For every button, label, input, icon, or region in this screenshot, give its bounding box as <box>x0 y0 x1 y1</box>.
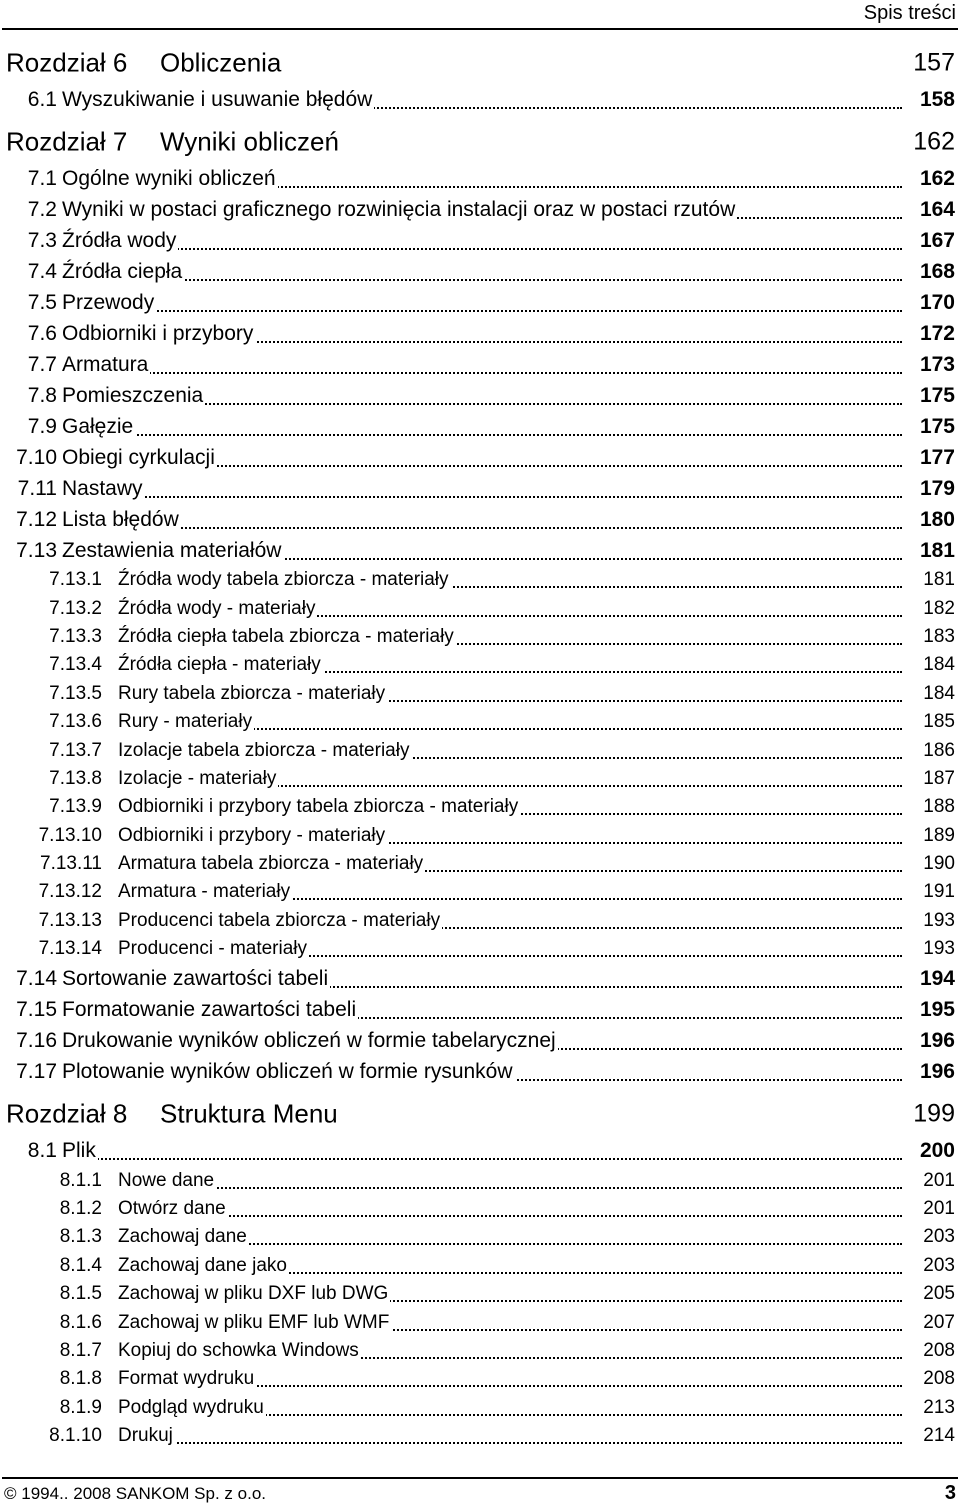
toc-entry[interactable] <box>0 736 960 764</box>
toc-entry[interactable] <box>0 1252 960 1280</box>
toc-entry[interactable] <box>0 380 960 411</box>
dot-leader <box>62 496 902 498</box>
toc-entry[interactable] <box>0 473 960 504</box>
toc-entry-number: 8.1.6 <box>59 1311 102 1333</box>
dot-leader <box>62 372 902 374</box>
toc-entry-title: Zestawienia materiałów <box>62 538 282 562</box>
toc-entry[interactable] <box>0 594 960 622</box>
toc-entry-number: 7.1 <box>27 166 57 190</box>
toc-entry-title: Drukuj <box>118 1425 173 1447</box>
toc-entry-page: 196 <box>919 1028 955 1052</box>
toc-entry[interactable] <box>0 935 960 963</box>
toc-entry-number: 7.9 <box>27 414 57 438</box>
toc-entry-title: Izolacje - materiały <box>118 767 277 789</box>
toc-entry[interactable] <box>0 504 960 535</box>
toc-entry-title: Zachowaj dane jako <box>118 1254 287 1276</box>
toc-entry[interactable] <box>0 287 960 318</box>
toc-entry[interactable] <box>0 765 960 793</box>
toc-entry-number: 8.1.5 <box>59 1283 102 1305</box>
toc-entry-number: 7.8 <box>27 383 57 407</box>
toc-entry-page: 203 <box>923 1254 955 1276</box>
toc-entry[interactable] <box>0 680 960 708</box>
toc-entry-title: Zachowaj w pliku EMF lub WMF <box>118 1311 390 1333</box>
footer-page-number: 3 <box>944 1482 956 1504</box>
toc-entry-page: 172 <box>919 321 955 345</box>
toc-entry-title: Nastawy <box>62 476 143 500</box>
toc-entry-number: 7.13.7 <box>49 739 102 761</box>
toc-entry[interactable] <box>0 163 960 194</box>
toc-entry[interactable] <box>0 850 960 878</box>
toc-entry[interactable] <box>0 1166 960 1194</box>
toc-chapter-entry[interactable] <box>0 42 960 84</box>
toc-entry-title: Wyniki w postaci graficznego rozwinięcia instalacji oraz w postaci rzutów <box>62 197 736 221</box>
dot-leader <box>118 1187 902 1189</box>
toc-entry-page: 162 <box>919 166 955 190</box>
toc-entry-page: 208 <box>923 1368 955 1390</box>
toc-entry-page: 179 <box>919 476 955 500</box>
toc-entry-number: 7.11 <box>17 476 57 500</box>
toc-entry-title: Odbiorniki i przybory - materiały <box>118 824 386 846</box>
toc-entry-page: 184 <box>923 654 955 676</box>
header-title: Spis treści <box>863 2 956 24</box>
toc-entry-number: 8.1.9 <box>59 1396 102 1418</box>
toc-entry-number: 7.16 <box>16 1028 57 1052</box>
toc-entry-title: Izolacje tabela zbiorcza - materiały <box>118 739 410 761</box>
toc-entry-number: 8.1.7 <box>59 1340 102 1361</box>
toc-entry-number: 8.1.3 <box>59 1226 102 1248</box>
toc-entry-title: Wyszukiwanie i usuwanie błędów <box>62 87 373 111</box>
toc-entry-page: 158 <box>919 87 955 111</box>
toc-entry-number: 7.13.11 <box>40 853 102 875</box>
toc-entry-number: 7.10 <box>16 445 57 469</box>
toc-entry-title: Producenci tabela zbiorcza - materiały <box>118 909 441 931</box>
toc-entry-number: 8.1.4 <box>59 1254 102 1276</box>
toc-entry-page: 213 <box>923 1396 955 1418</box>
toc-entry-title: Obliczenia <box>160 47 282 78</box>
toc-entry-page: 167 <box>919 228 955 252</box>
toc-entry-page: 201 <box>923 1169 955 1191</box>
toc-entry[interactable] <box>0 1308 960 1336</box>
toc-entry-page: 214 <box>923 1425 955 1447</box>
toc-entry[interactable] <box>0 1337 960 1365</box>
toc-entry-number: 7.14 <box>16 966 57 990</box>
toc-entry-number: 7.13.3 <box>49 625 102 647</box>
toc-entry-page: 185 <box>923 711 955 733</box>
toc-entry-number: 7.13.12 <box>38 881 102 903</box>
toc-entry-number: 8.1 <box>27 1138 57 1162</box>
toc-entry-page: 173 <box>919 352 955 376</box>
toc-entry-number: 7.13.10 <box>38 824 102 846</box>
toc-entry[interactable] <box>0 225 960 256</box>
toc-entry-page: 196 <box>919 1059 955 1083</box>
toc-entry[interactable] <box>0 793 960 821</box>
toc-entry-number: 7.13.1 <box>49 569 102 591</box>
toc-entry[interactable] <box>0 194 960 225</box>
toc-entry[interactable] <box>0 963 960 994</box>
toc-entry-page: 187 <box>923 767 955 789</box>
toc-entry-page: 201 <box>923 1198 955 1220</box>
dot-leader <box>118 1215 902 1217</box>
toc-entry[interactable] <box>0 318 960 349</box>
toc-entry-page: 194 <box>919 966 955 990</box>
toc-entry-number: 7.6 <box>27 321 57 345</box>
toc-entry[interactable] <box>0 878 960 906</box>
toc-entry-title: Pomieszczenia <box>62 383 204 407</box>
toc-chapter-entry[interactable] <box>0 1093 960 1135</box>
header-divider <box>2 28 958 30</box>
toc-entry-title: Odbiorniki i przybory <box>62 321 254 345</box>
toc-entry[interactable] <box>0 651 960 679</box>
toc-entry-title: Źródła ciepła tabela zbiorcza - materiały <box>118 625 454 647</box>
toc-entry-page: 170 <box>919 290 955 314</box>
toc-entry-number: 7.13.5 <box>49 682 102 704</box>
toc-entry-number: Rozdział 7 <box>6 126 128 157</box>
toc-entry-title: Plik <box>62 1138 96 1162</box>
toc-entry-page: 186 <box>923 739 955 761</box>
toc-entry-number: 7.13.6 <box>49 711 102 733</box>
toc-entry-title: Armatura <box>62 352 149 376</box>
toc-entry-number: 7.15 <box>16 997 57 1021</box>
toc-entry[interactable] <box>0 822 960 850</box>
toc-entry-title: Struktura Menu <box>160 1098 338 1129</box>
toc-entry-title: Rury - materiały <box>118 711 253 733</box>
toc-entry-title: Format wydruku <box>118 1368 255 1390</box>
toc-entry-number: 7.2 <box>27 197 57 221</box>
toc-entry-page: 190 <box>923 853 955 875</box>
table-of-contents <box>0 42 960 1450</box>
toc-entry-title: Odbiorniki i przybory tabela zbiorcza - materiały <box>118 796 519 818</box>
toc-entry[interactable] <box>0 535 960 566</box>
toc-entry-title: Gałęzie <box>62 414 134 438</box>
toc-entry-title: Podgląd wydruku <box>118 1396 264 1418</box>
toc-entry-page: 157 <box>913 48 955 77</box>
toc-entry-title: Otwórz dane <box>118 1198 226 1220</box>
dot-leader <box>62 527 902 529</box>
toc-entry-title: Przewody <box>62 290 155 314</box>
toc-entry-number: 7.5 <box>27 290 57 314</box>
dot-leader <box>62 1158 902 1160</box>
toc-entry[interactable] <box>0 1422 960 1450</box>
toc-entry-title: Rury tabela zbiorcza - materiały <box>118 682 386 704</box>
toc-entry[interactable] <box>0 566 960 594</box>
toc-entry-title: Formatowanie zawartości tabeli <box>62 997 357 1021</box>
toc-entry-page: 175 <box>919 414 955 438</box>
toc-entry-page: 181 <box>923 569 955 591</box>
toc-entry-number: 7.4 <box>27 259 57 283</box>
toc-entry-title: Źródła wody <box>62 228 177 252</box>
toc-entry-page: 162 <box>913 127 955 156</box>
toc-entry-number: 8.1.2 <box>59 1198 102 1220</box>
toc-entry[interactable] <box>0 1056 960 1087</box>
toc-entry-page: 168 <box>919 259 955 283</box>
toc-entry-title: Wyniki obliczeń <box>160 126 339 157</box>
toc-entry-page: 189 <box>923 824 955 846</box>
toc-entry-number: 7.12 <box>16 507 57 531</box>
toc-entry-number: 7.13.2 <box>49 597 102 619</box>
toc-entry-page: 193 <box>923 938 955 960</box>
toc-entry-page: 175 <box>919 383 955 407</box>
toc-entry-number: 7.7 <box>27 352 57 376</box>
toc-entry[interactable] <box>0 1365 960 1393</box>
toc-entry-title: Zachowaj dane <box>118 1226 247 1248</box>
toc-entry-number: 8.1.8 <box>59 1368 102 1390</box>
toc-entry-number: 7.13 <box>16 538 57 562</box>
footer-divider <box>2 1477 958 1479</box>
toc-entry-title: Lista błędów <box>62 507 179 531</box>
dot-leader <box>62 310 902 312</box>
toc-entry[interactable] <box>0 84 960 115</box>
toc-entry-title: Obiegi cyrkulacji <box>62 445 215 469</box>
toc-entry[interactable] <box>0 442 960 473</box>
toc-entry-page: 205 <box>923 1283 955 1305</box>
toc-entry-number: Rozdział 6 <box>6 47 128 78</box>
toc-entry-number: 7.13.9 <box>49 796 102 818</box>
toc-entry-page: 184 <box>923 682 955 704</box>
toc-entry-page: 203 <box>923 1226 955 1248</box>
dot-leader <box>62 279 902 281</box>
toc-entry-number: 7.17 <box>16 1059 57 1083</box>
toc-entry-title: Źródła wody - materiały <box>118 597 316 619</box>
toc-entry[interactable] <box>0 1223 960 1251</box>
toc-entry-title: Sortowanie zawartości tabeli <box>62 966 329 990</box>
toc-entry[interactable] <box>0 349 960 380</box>
toc-entry-title: Producenci - materiały <box>118 938 308 960</box>
toc-entry-number: 7.3 <box>27 228 57 252</box>
toc-entry[interactable] <box>0 1394 960 1422</box>
toc-entry-number: 7.13.8 <box>49 767 102 789</box>
toc-entry-title: Źródła ciepła - materiały <box>118 654 321 676</box>
toc-entry-page: 200 <box>919 1138 955 1162</box>
footer-copyright: © 1994.. 2008 SANKOM Sp. z o.o. <box>4 1484 266 1503</box>
dot-leader <box>62 248 902 250</box>
toc-entry-page: 164 <box>919 197 955 221</box>
toc-entry-number: 7.13.14 <box>38 938 102 960</box>
toc-entry[interactable] <box>0 1195 960 1223</box>
toc-entry-page: 180 <box>919 507 955 531</box>
toc-entry-page: 193 <box>923 909 955 931</box>
toc-entry-title: Zachowaj w pliku DXF lub DWG <box>118 1283 389 1305</box>
toc-entry[interactable] <box>0 1135 960 1166</box>
toc-entry-page: 208 <box>923 1340 955 1361</box>
toc-entry[interactable] <box>0 907 960 935</box>
toc-entry[interactable] <box>0 623 960 651</box>
toc-entry-page: 207 <box>923 1311 955 1333</box>
toc-entry-title: Kopiuj do schowka Windows <box>118 1340 359 1361</box>
toc-entry-number: 8.1.10 <box>49 1425 102 1447</box>
toc-entry-page: 188 <box>923 796 955 818</box>
toc-entry-number: 7.13.13 <box>38 909 102 931</box>
toc-entry-title: Plotowanie wyników obliczeń w formie rysunków <box>62 1059 513 1083</box>
toc-chapter-entry[interactable] <box>0 121 960 163</box>
toc-entry-number: Rozdział 8 <box>6 1098 128 1129</box>
toc-entry[interactable] <box>0 708 960 736</box>
toc-entry-title: Armatura - materiały <box>118 881 291 903</box>
toc-entry[interactable] <box>0 411 960 442</box>
toc-entry-title: Armatura tabela zbiorcza - materiały <box>118 853 424 875</box>
toc-entry-page: 199 <box>913 1099 955 1128</box>
toc-entry-title: Źródła wody tabela zbiorcza - materiały <box>118 569 449 591</box>
toc-entry[interactable] <box>0 1025 960 1056</box>
toc-entry-title: Ogólne wyniki obliczeń <box>62 166 276 190</box>
toc-entry[interactable] <box>0 1280 960 1308</box>
toc-entry-page: 177 <box>919 445 955 469</box>
toc-entry-page: 183 <box>923 625 955 647</box>
toc-entry-page: 182 <box>923 597 955 619</box>
toc-entry-title: Drukowanie wyników obliczeń w formie tabelarycznej <box>62 1028 556 1052</box>
toc-entry-page: 195 <box>919 997 955 1021</box>
toc-entry-number: 8.1.1 <box>59 1169 102 1191</box>
toc-entry-title: Źródła ciepła <box>62 259 183 283</box>
toc-entry-title: Nowe dane <box>118 1169 215 1191</box>
toc-entry-number: 6.1 <box>27 87 57 111</box>
toc-entry[interactable] <box>0 256 960 287</box>
toc-entry-page: 181 <box>919 538 955 562</box>
dot-leader <box>118 1442 902 1444</box>
toc-entry-number: 7.13.4 <box>49 654 102 676</box>
dot-leader <box>62 434 902 436</box>
toc-entry[interactable] <box>0 994 960 1025</box>
toc-entry-page: 191 <box>923 881 955 903</box>
